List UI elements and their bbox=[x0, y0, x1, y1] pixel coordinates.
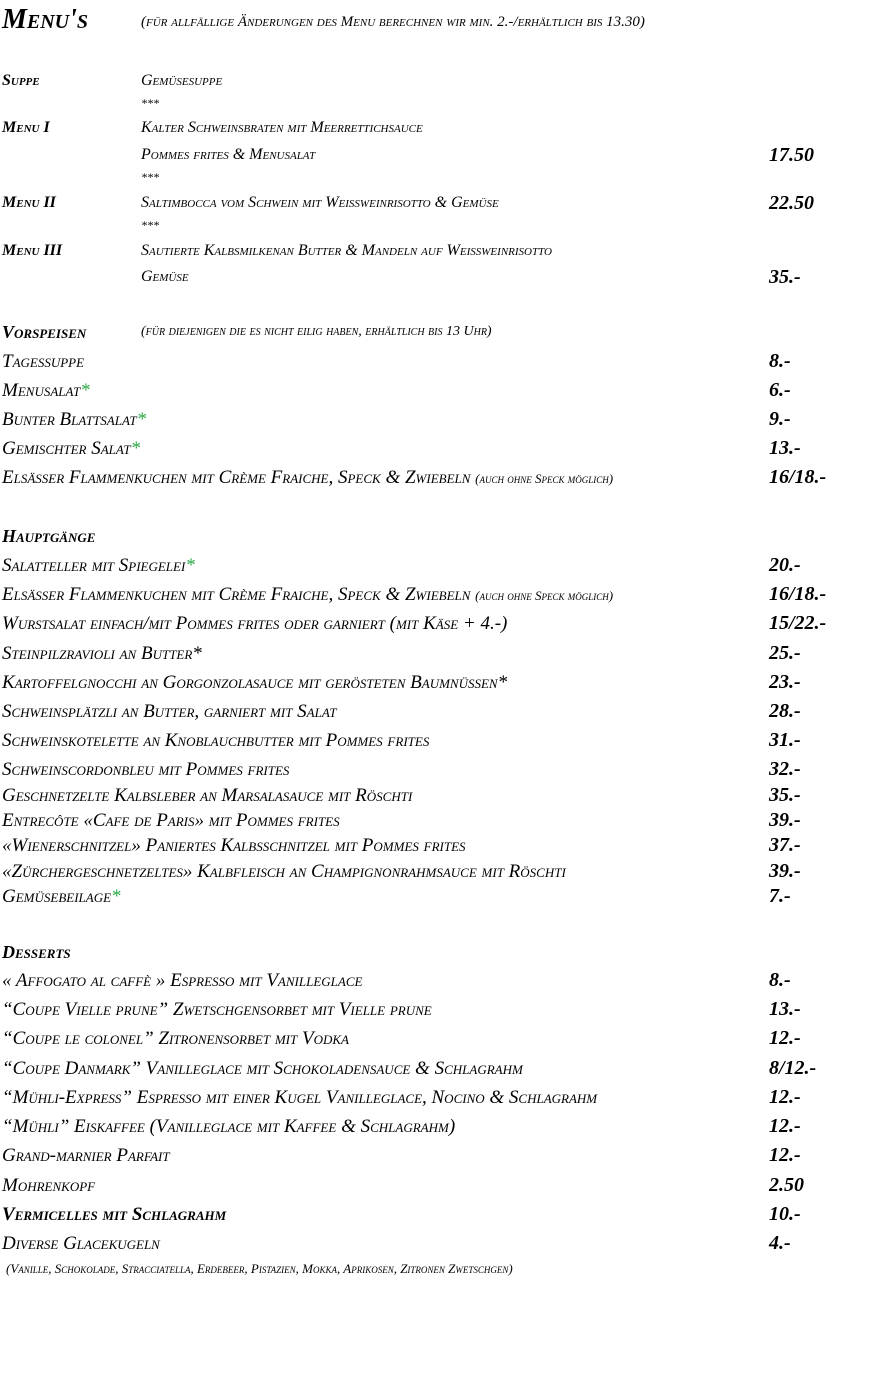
menu-label-menu-3: Menu III bbox=[2, 242, 63, 259]
list-item: Grand-marnier Parfait bbox=[2, 1145, 170, 1166]
section-heading-hauptgaenge: Hauptgänge bbox=[2, 526, 96, 546]
glace-flavors-footnote: (Vanille, Schokolade, Stracciatella, Erdebeer, Pistazien, Mokka, Aprikosen, Zitronen Zwetschgen) bbox=[6, 1261, 513, 1276]
item-price: 32.- bbox=[769, 758, 801, 780]
list-item: «Zürchergeschnetzeltes» Kalbfleisch an Champignonrahmsauce mit Röschti bbox=[2, 861, 566, 882]
vegetarian-star: * bbox=[80, 380, 90, 401]
item-price: 4.- bbox=[769, 1232, 791, 1254]
list-item: Gemischter Salat* bbox=[2, 438, 141, 459]
menu-label-menu-1: Menu I bbox=[2, 119, 50, 136]
vegetarian-star: * bbox=[136, 409, 147, 430]
menu-text-menu-3-line1: Sautierte Kalbsmilkenan Butter & Mandeln auf Weissweinrisotto bbox=[141, 242, 552, 259]
menu-separator: *** bbox=[141, 170, 159, 184]
list-item: Steinpilzravioli an Butter* bbox=[2, 643, 202, 664]
item-price: 2.50 bbox=[769, 1174, 804, 1196]
menu-separator: *** bbox=[141, 218, 159, 232]
section-note-vorspeisen: (für diejenigen die es nicht eilig haben, erhältlich bis 13 Uhr) bbox=[141, 324, 492, 339]
item-price: 12.- bbox=[769, 1115, 801, 1137]
page-title-note: (für allfällige Änderungen des Menu berechnen wir min. 2.-/erhältlich bis 13.30) bbox=[141, 14, 645, 30]
item-price: 8/12.- bbox=[769, 1057, 817, 1079]
item-note: (auch ohne Speck möglich) bbox=[475, 588, 614, 603]
item-price: 8.- bbox=[769, 350, 791, 372]
list-item: Schweinscordonbleu mit Pommes frites bbox=[2, 759, 290, 780]
item-price: 15/22.- bbox=[769, 612, 827, 634]
item-price: 12.- bbox=[769, 1144, 801, 1166]
item-price: 12.- bbox=[769, 1027, 801, 1049]
list-item: Gemüsebeilage* bbox=[2, 886, 121, 907]
list-item: Elsässer Flammenkuchen mit Crème Fraiche, Speck & Zwiebeln (auch ohne Speck möglich) bbox=[2, 467, 614, 488]
list-item: Salatteller mit Spiegelei* bbox=[2, 555, 195, 576]
item-price: 39.- bbox=[769, 809, 801, 831]
list-item: Mohrenkopf bbox=[2, 1175, 96, 1196]
item-price: 8.- bbox=[769, 969, 791, 991]
section-heading-desserts: Desserts bbox=[2, 942, 71, 962]
vegetarian-star: * bbox=[130, 438, 141, 459]
list-item: “Coupe Vielle prune” Zwetschgensorbet mit Vielle prune bbox=[2, 999, 432, 1020]
list-item: “Mühli” Eiskaffee (Vanilleglace mit Kaffee & Schlagrahm) bbox=[2, 1116, 456, 1137]
menu-price-menu-1: 17.50 bbox=[769, 144, 814, 166]
item-price: 6.- bbox=[769, 379, 791, 401]
menu-text-menu-3-line2: Gemüse bbox=[141, 268, 189, 285]
list-item: “Mühli-Express” Espresso mit einer Kugel Vanilleglace, Nocino & Schlagrahm bbox=[2, 1087, 598, 1108]
menu-text-menu-1-line1: Kalter Schweinsbraten mit Meerrettichsauce bbox=[141, 119, 423, 136]
item-price: 10.- bbox=[769, 1203, 801, 1225]
list-item: « Affogato al caffè » Espresso mit Vanilleglace bbox=[2, 970, 363, 991]
item-price: 20.- bbox=[769, 554, 801, 576]
item-price: 23.- bbox=[769, 671, 801, 693]
menu-text-menu-1-line2: Pommes frites & Menusalat bbox=[141, 146, 316, 163]
item-price: 13.- bbox=[769, 998, 801, 1020]
item-price: 7.- bbox=[769, 885, 791, 907]
list-item: Schweinskotelette an Knoblauchbutter mit Pommes frites bbox=[2, 730, 430, 751]
list-item: Schweinsplätzli an Butter, garniert mit Salat bbox=[2, 701, 337, 722]
item-price: 37.- bbox=[769, 834, 801, 856]
list-item: Geschnetzelte Kalbsleber an Marsalasauce mit Röschti bbox=[2, 785, 413, 806]
menu-separator: *** bbox=[141, 96, 159, 110]
list-item: «Wienerschnitzel» Paniertes Kalbsschnitzel mit Pommes frites bbox=[2, 835, 466, 856]
list-item: Menusalat* bbox=[2, 380, 90, 401]
list-item: Tagessuppe bbox=[2, 351, 85, 372]
menu-label-suppe: Suppe bbox=[2, 72, 40, 89]
menu-text-suppe: Gemüsesuppe bbox=[141, 72, 223, 89]
list-item: Vermicelles mit Schlagrahm bbox=[2, 1204, 227, 1225]
menu-text-menu-2-line1: Saltimbocca vom Schwein mit Weissweinrisotto & Gemüse bbox=[141, 194, 499, 211]
page-title: Menu's bbox=[2, 4, 89, 35]
item-note: (auch ohne Speck möglich) bbox=[475, 471, 614, 486]
list-item: “Coupe Danmark” Vanilleglace mit Schokoladensauce & Schlagrahm bbox=[2, 1058, 523, 1079]
list-item: Entrecôte «Cafe de Paris» mit Pommes frites bbox=[2, 810, 340, 831]
list-item: “Coupe le colonel” Zitronensorbet mit Vodka bbox=[2, 1028, 349, 1049]
list-item: Wurstsalat einfach/mit Pommes frites oder garniert (mit Käse + 4.-) bbox=[2, 613, 508, 634]
menu-price-menu-3: 35.- bbox=[769, 266, 801, 288]
menu-price-menu-2: 22.50 bbox=[769, 192, 814, 214]
item-price: 16/18.- bbox=[769, 583, 827, 605]
item-price: 16/18.- bbox=[769, 466, 827, 488]
list-item: Bunter Blattsalat* bbox=[2, 409, 147, 430]
list-item: Kartoffelgnocchi an Gorgonzolasauce mit gerösteten Baumnüssen* bbox=[2, 672, 508, 693]
item-price: 31.- bbox=[769, 729, 801, 751]
vegetarian-star: * bbox=[111, 886, 121, 907]
item-price: 25.- bbox=[769, 642, 801, 664]
section-heading-vorspeisen: Vorspeisen bbox=[2, 322, 87, 342]
item-price: 9.- bbox=[769, 408, 791, 430]
menu-label-menu-2: Menu II bbox=[2, 194, 56, 211]
item-price: 35.- bbox=[769, 784, 801, 806]
list-item: Diverse Glacekugeln bbox=[2, 1233, 160, 1254]
list-item: Elsässer Flammenkuchen mit Crème Fraiche, Speck & Zwiebeln (auch ohne Speck möglich) bbox=[2, 584, 614, 605]
item-price: 13.- bbox=[769, 437, 801, 459]
item-price: 28.- bbox=[769, 700, 801, 722]
item-price: 12.- bbox=[769, 1086, 801, 1108]
vegetarian-star: * bbox=[185, 555, 195, 576]
item-price: 39.- bbox=[769, 860, 801, 882]
